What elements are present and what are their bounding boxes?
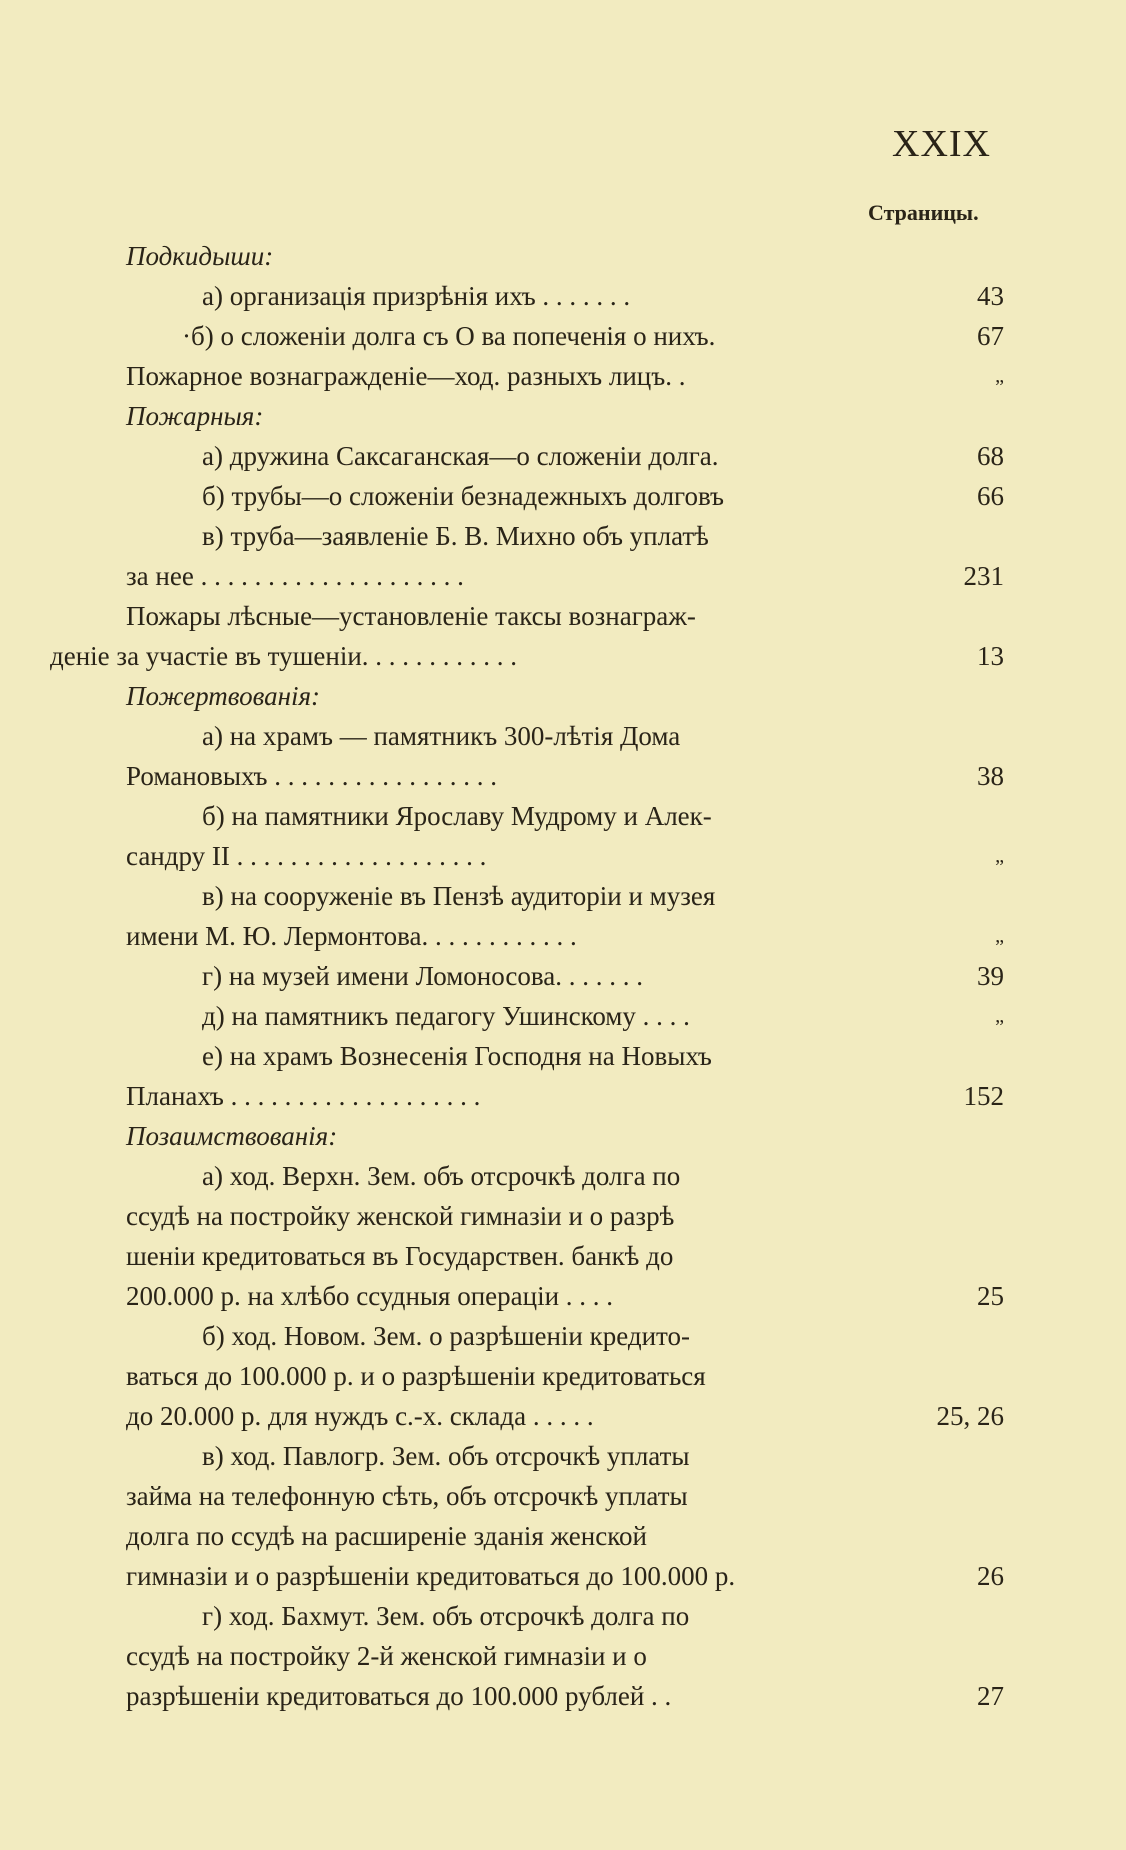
entry-heading: Пожарныя: bbox=[126, 401, 264, 431]
page-ref: „ bbox=[995, 845, 1004, 867]
entry-heading: Пожертвованія: bbox=[126, 681, 321, 711]
entry-text: б) на памятники Ярославу Мудрому и Алек- bbox=[202, 801, 712, 831]
page-ref: 13 bbox=[977, 641, 1004, 671]
entry-text: гимназіи и о разрѣшеніи кредитоваться до 100.000 р. bbox=[126, 1561, 736, 1591]
index-line bbox=[0, 436, 1126, 476]
entry-text: ваться до 100.000 р. и о разрѣшеніи кредитоваться bbox=[126, 1361, 706, 1391]
index-line bbox=[0, 1556, 1126, 1596]
page-ref: 152 bbox=[963, 1081, 1004, 1111]
page-ref: 39 bbox=[977, 961, 1004, 991]
index-line bbox=[0, 516, 1126, 556]
index-line bbox=[0, 1116, 1126, 1156]
entry-heading: Позаимствованія: bbox=[126, 1121, 338, 1151]
page-ref: 231 bbox=[963, 561, 1004, 591]
entry-text: ·б) о сложеніи долга съ О ва попеченія о нихъ. bbox=[182, 321, 716, 351]
index-line bbox=[0, 1236, 1126, 1276]
entry-text: разрѣшеніи кредитоваться до 100.000 рублей . . bbox=[126, 1681, 672, 1711]
index-line bbox=[0, 556, 1126, 596]
index-line bbox=[0, 1636, 1126, 1676]
index-line bbox=[0, 396, 1126, 436]
index-line bbox=[0, 716, 1126, 756]
index-line bbox=[0, 1076, 1126, 1116]
index-entries bbox=[0, 236, 1126, 1716]
entry-text: а) ход. Верхн. Зем. объ отсрочкѣ долга по bbox=[202, 1161, 681, 1191]
page-ref: 25 bbox=[977, 1281, 1004, 1311]
page-ref: 68 bbox=[977, 441, 1004, 471]
index-line bbox=[0, 836, 1126, 876]
index-line bbox=[0, 1196, 1126, 1236]
entry-text: б) ход. Новом. Зем. о разрѣшеніи кредито- bbox=[202, 1321, 690, 1351]
index-line bbox=[0, 1276, 1126, 1316]
entry-text: в) труба—заявленіе Б. В. Михно объ уплатѣ bbox=[202, 521, 709, 551]
index-line bbox=[0, 1316, 1126, 1356]
index-line bbox=[0, 1476, 1126, 1516]
index-line bbox=[0, 356, 1126, 396]
index-line bbox=[0, 916, 1126, 956]
entry-heading: Подкидыши: bbox=[126, 241, 274, 271]
index-line bbox=[0, 1676, 1126, 1716]
page-ref: 38 bbox=[977, 761, 1004, 791]
index-line bbox=[0, 596, 1126, 636]
index-line bbox=[0, 236, 1126, 276]
entry-text: Пожарное вознагражденіе—ход. разныхъ лицъ. . bbox=[126, 361, 686, 391]
page-ref: „ bbox=[995, 365, 1004, 387]
index-line bbox=[0, 1356, 1126, 1396]
index-line bbox=[0, 1516, 1126, 1556]
entry-text: долга по ссудѣ на расширеніе зданія женской bbox=[126, 1521, 647, 1551]
page-ref: 25, 26 bbox=[936, 1401, 1004, 1431]
index-line bbox=[0, 636, 1126, 676]
index-line bbox=[0, 756, 1126, 796]
entry-text: Пожары лѣсные—установленіе таксы вознаграж- bbox=[126, 601, 696, 631]
index-line bbox=[0, 316, 1126, 356]
page-ref: 66 bbox=[977, 481, 1004, 511]
index-line bbox=[0, 1436, 1126, 1476]
entry-text: ссудѣ на постройку женской гимназіи и о разрѣ bbox=[126, 1201, 675, 1231]
index-line bbox=[0, 476, 1126, 516]
index-line bbox=[0, 1596, 1126, 1636]
entry-text: д) на памятникъ педагогу Ушинскому . . . . bbox=[202, 1001, 690, 1031]
index-line bbox=[0, 996, 1126, 1036]
entry-text: г) ход. Бахмут. Зем. объ отсрочкѣ долга по bbox=[202, 1601, 690, 1631]
page-ref: „ bbox=[995, 925, 1004, 947]
entry-text: 200.000 р. на хлѣбо ссудныя операціи . . . . bbox=[126, 1281, 614, 1311]
index-line bbox=[0, 1036, 1126, 1076]
page-number: XXIX bbox=[892, 123, 991, 165]
entry-text: в) ход. Павлогр. Зем. объ отсрочкѣ уплаты bbox=[202, 1441, 690, 1471]
entry-text: деніе за участіе въ тушеніи. . . . . . . . . . . . bbox=[50, 641, 518, 671]
entry-text: займа на телефонную сѣть, объ отсрочкѣ уплаты bbox=[126, 1481, 688, 1511]
page-ref: „ bbox=[995, 1005, 1004, 1027]
page-ref: 67 bbox=[977, 321, 1004, 351]
entry-text: до 20.000 р. для нуждъ с.-х. склада . . . . . bbox=[126, 1401, 594, 1431]
entry-text: ссудѣ на постройку 2-й женской гимназіи и о bbox=[126, 1641, 647, 1671]
entry-text: а) на храмъ — памятникъ 300-лѣтія Дома bbox=[202, 721, 681, 751]
pages-column-header: Страницы. bbox=[868, 200, 979, 225]
entry-text: имени М. Ю. Лермонтова. . . . . . . . . . . . bbox=[126, 921, 577, 951]
entry-text: Планахъ . . . . . . . . . . . . . . . . . . . bbox=[126, 1081, 481, 1111]
page-ref: 43 bbox=[977, 281, 1004, 311]
index-line bbox=[0, 1396, 1126, 1436]
entry-text: е) на храмъ Вознесенія Господня на Новыхъ bbox=[202, 1041, 712, 1071]
entry-text: сандру II . . . . . . . . . . . . . . . . . . . bbox=[126, 841, 487, 871]
page-ref: 26 bbox=[977, 1561, 1004, 1591]
entry-text: Романовыхъ . . . . . . . . . . . . . . . . . bbox=[126, 761, 497, 791]
index-line bbox=[0, 676, 1126, 716]
entry-text: а) дружина Саксаганская—о сложеніи долга. bbox=[202, 441, 719, 471]
index-line bbox=[0, 276, 1126, 316]
index-line bbox=[0, 796, 1126, 836]
index-line bbox=[0, 1156, 1126, 1196]
index-line bbox=[0, 956, 1126, 996]
entry-text: а) организація призрѣнія ихъ . . . . . . . bbox=[202, 281, 631, 311]
entry-text: шеніи кредитоваться въ Государствен. банкѣ до bbox=[126, 1241, 674, 1271]
entry-text: б) трубы—о сложеніи безнадежныхъ долговъ bbox=[202, 481, 724, 511]
entry-text: за нее . . . . . . . . . . . . . . . . . . . . bbox=[126, 561, 464, 591]
page-ref: 27 bbox=[977, 1681, 1004, 1711]
index-line bbox=[0, 876, 1126, 916]
entry-text: г) на музей имени Ломоносова. . . . . . . bbox=[202, 961, 644, 991]
entry-text: в) на сооруженіе въ Пензѣ аудиторіи и музея bbox=[202, 881, 716, 911]
